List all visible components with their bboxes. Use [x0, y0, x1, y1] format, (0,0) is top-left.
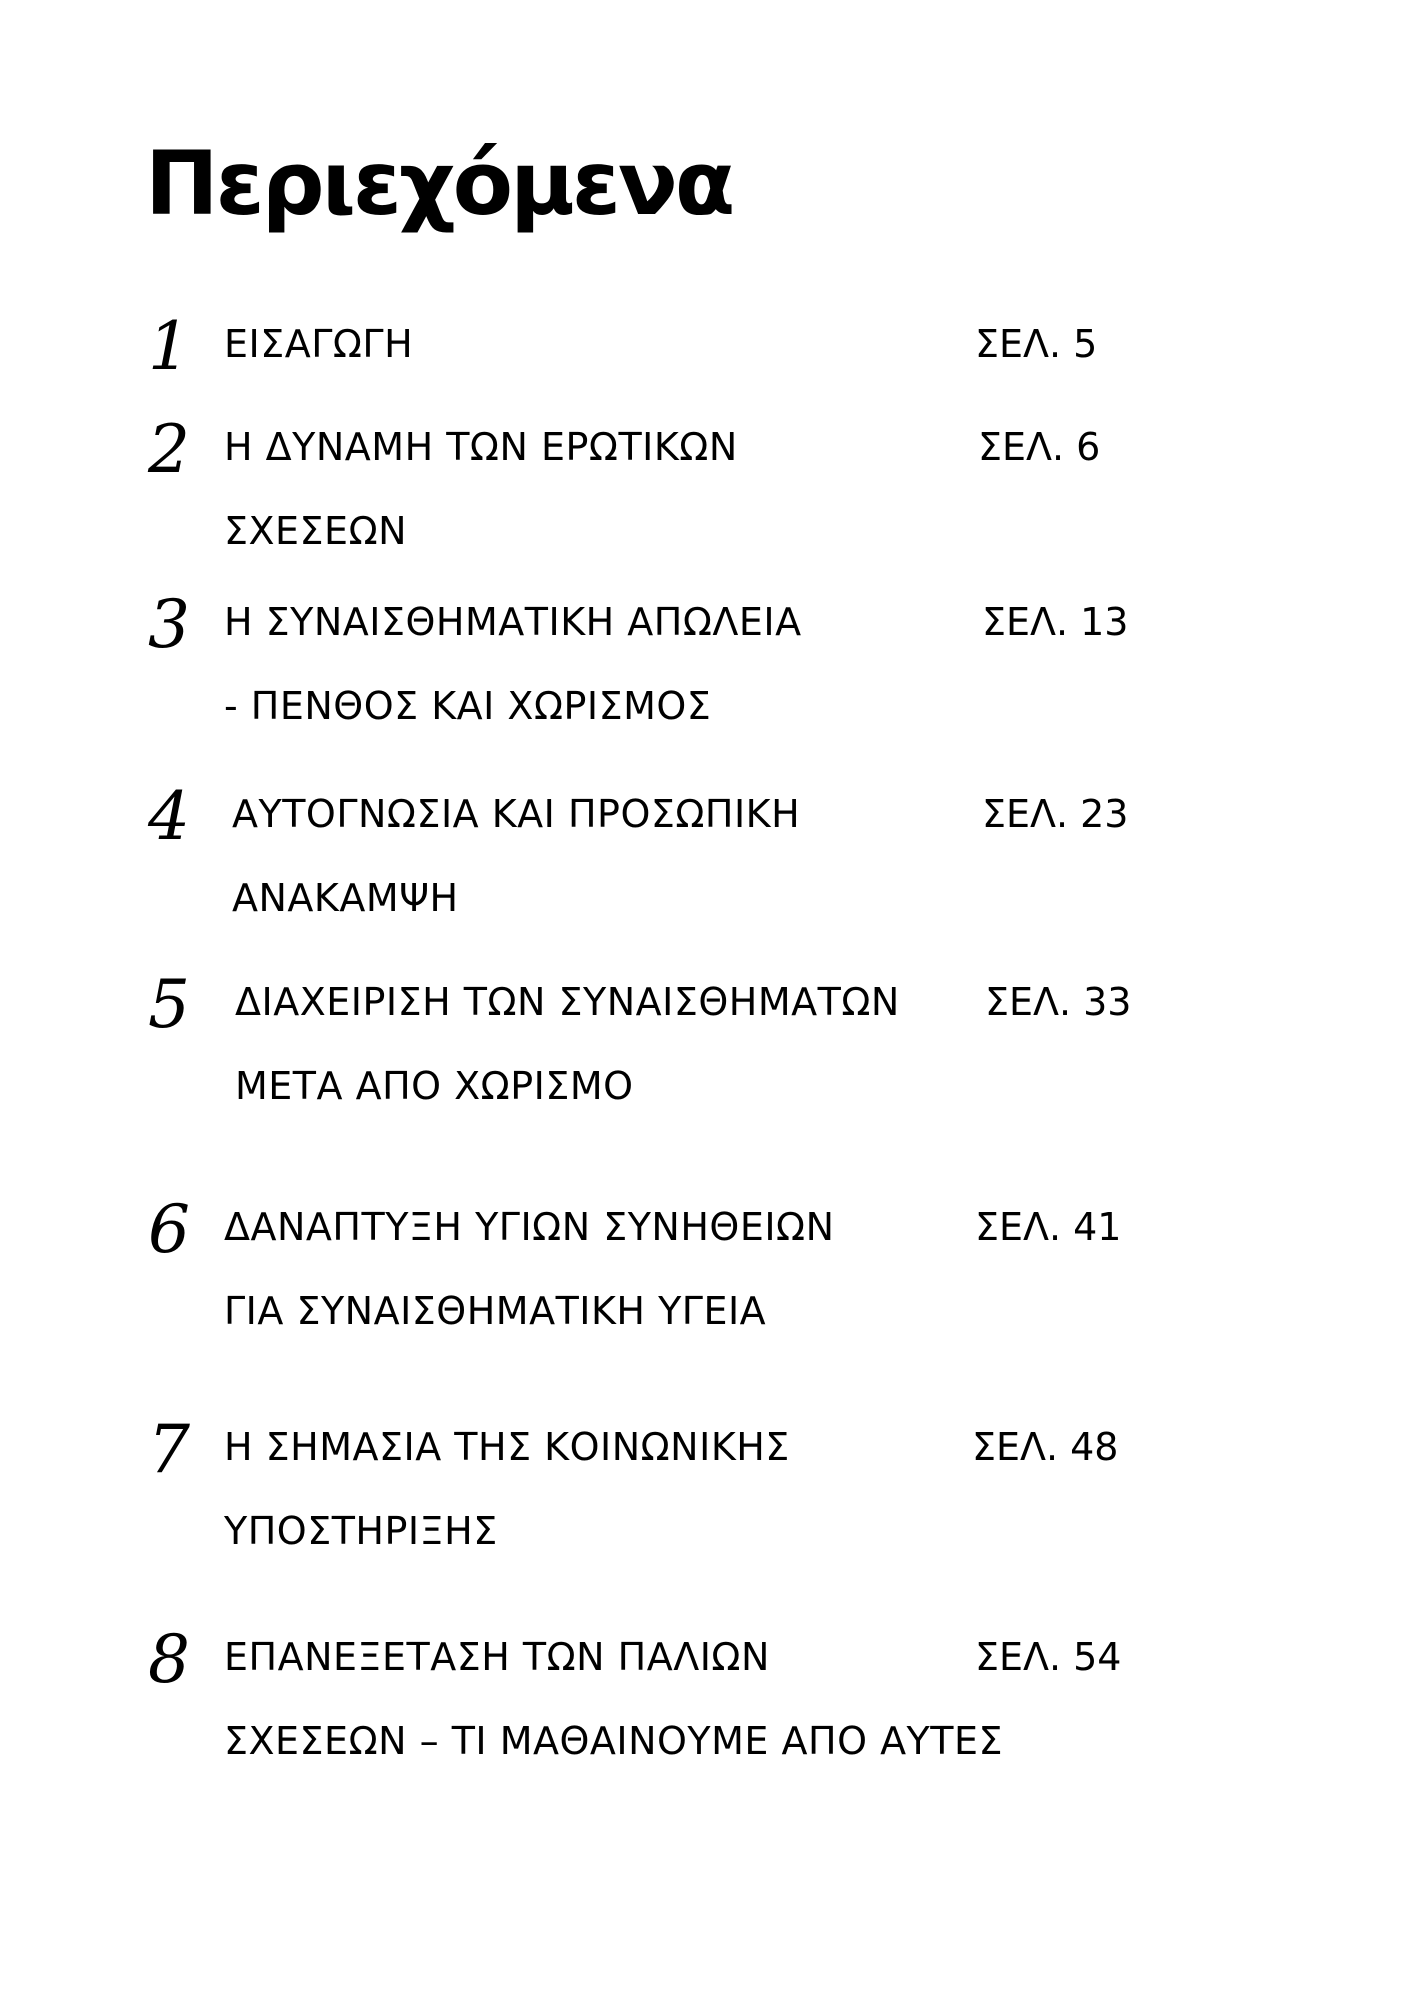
page-prefix: ΣΕΛ. — [975, 322, 1062, 366]
chapter-title-line: ΔΙΑΧΕΙΡΙΣΗ ΤΩΝ ΣΥΝΑΙΣΘΗΜΑΤΩΝ — [235, 980, 900, 1024]
chapter-title-line: ΕΙΣΑΓΩΓΗ — [224, 322, 414, 366]
chapter-title-line: ΜΕΤΑ ΑΠΟ ΧΩΡΙΣΜΟ — [235, 1064, 634, 1108]
chapter-title-line: ΣΧΕΣΕΩΝ — [224, 509, 408, 553]
page-reference — [985, 960, 1131, 1044]
chapter-title-line: Η ΔΥΝΑΜΗ ΤΩΝ ΕΡΩΤΙΚΩΝ — [224, 425, 738, 469]
page-number: 5 — [1073, 322, 1098, 366]
chapter-title-line: ΓΙΑ ΣΥΝΑΙΣΘΗΜΑΤΙΚΗ ΥΓΕΙΑ — [224, 1289, 767, 1333]
page-reference — [975, 302, 1097, 386]
page-number: 13 — [1080, 600, 1129, 644]
chapter-title-line: ΕΠΑΝΕΞΕΤΑΣΗ ΤΩΝ ΠΑΛΙΩΝ — [224, 1635, 770, 1679]
page-prefix: ΣΕΛ. — [982, 600, 1069, 644]
page-number: 33 — [1083, 980, 1132, 1024]
page-reference — [978, 405, 1100, 489]
page-number: 41 — [1073, 1205, 1122, 1249]
chapter-number: 1 — [148, 308, 190, 385]
page-number: 23 — [1080, 792, 1129, 836]
page-number: 54 — [1073, 1635, 1122, 1679]
page-prefix: ΣΕΛ. — [985, 980, 1072, 1024]
chapter-title — [224, 405, 984, 573]
page-reference — [975, 1185, 1121, 1269]
page-prefix: ΣΕΛ. — [972, 1425, 1059, 1469]
page-number: 6 — [1076, 425, 1101, 469]
chapter-number: 2 — [148, 411, 190, 488]
chapter-title-line: ΣΧΕΣΕΩΝ – ΤΙ ΜΑΘΑΙΝΟΥΜΕ ΑΠΟ ΑΥΤΕΣ — [224, 1719, 1004, 1763]
page-prefix: ΣΕΛ. — [975, 1205, 1062, 1249]
chapter-title — [232, 772, 992, 940]
chapter-title-line: ΑΥΤΟΓΝΩΣΙΑ ΚΑΙ ΠΡΟΣΩΠΙΚΗ — [232, 792, 801, 836]
page-reference — [972, 1405, 1118, 1489]
chapter-title-line: ΥΠΟΣΤΗΡΙΞΗΣ — [224, 1509, 498, 1553]
chapter-title-line: ΔΑΝΑΠΤΥΞΗ ΥΓΙΩΝ ΣΥΝΗΘΕΙΩΝ — [224, 1205, 835, 1249]
chapter-title — [224, 1185, 984, 1353]
page-reference — [982, 772, 1128, 856]
page-number: 48 — [1070, 1425, 1119, 1469]
chapter-number: 7 — [148, 1411, 190, 1488]
chapter-title-line: - ΠΕΝΘΟΣ ΚΑΙ ΧΩΡΙΣΜΟΣ — [224, 684, 712, 728]
page-prefix: ΣΕΛ. — [975, 1635, 1062, 1679]
chapter-number: 6 — [148, 1191, 190, 1268]
chapter-title — [235, 960, 995, 1128]
chapter-title-line: ΑΝΑΚΑΜΨΗ — [232, 876, 459, 920]
chapter-title-line: Η ΣΥΝΑΙΣΘΗΜΑΤΙΚΗ ΑΠΩΛΕΙΑ — [224, 600, 802, 644]
page-reference — [982, 580, 1128, 664]
chapter-number: 8 — [148, 1621, 190, 1698]
chapter-number: 3 — [148, 586, 190, 663]
page-title: Περιεχόμενα — [145, 132, 733, 235]
page-reference — [975, 1615, 1121, 1699]
chapter-title — [224, 580, 984, 748]
chapter-title-line: Η ΣΗΜΑΣΙΑ ΤΗΣ ΚΟΙΝΩΝΙΚΗΣ — [224, 1425, 790, 1469]
chapter-number: 5 — [148, 966, 190, 1043]
chapter-title — [224, 1405, 984, 1573]
page-prefix: ΣΕΛ. — [978, 425, 1065, 469]
chapter-number: 4 — [148, 778, 190, 855]
chapter-title — [224, 302, 984, 386]
page-prefix: ΣΕΛ. — [982, 792, 1069, 836]
